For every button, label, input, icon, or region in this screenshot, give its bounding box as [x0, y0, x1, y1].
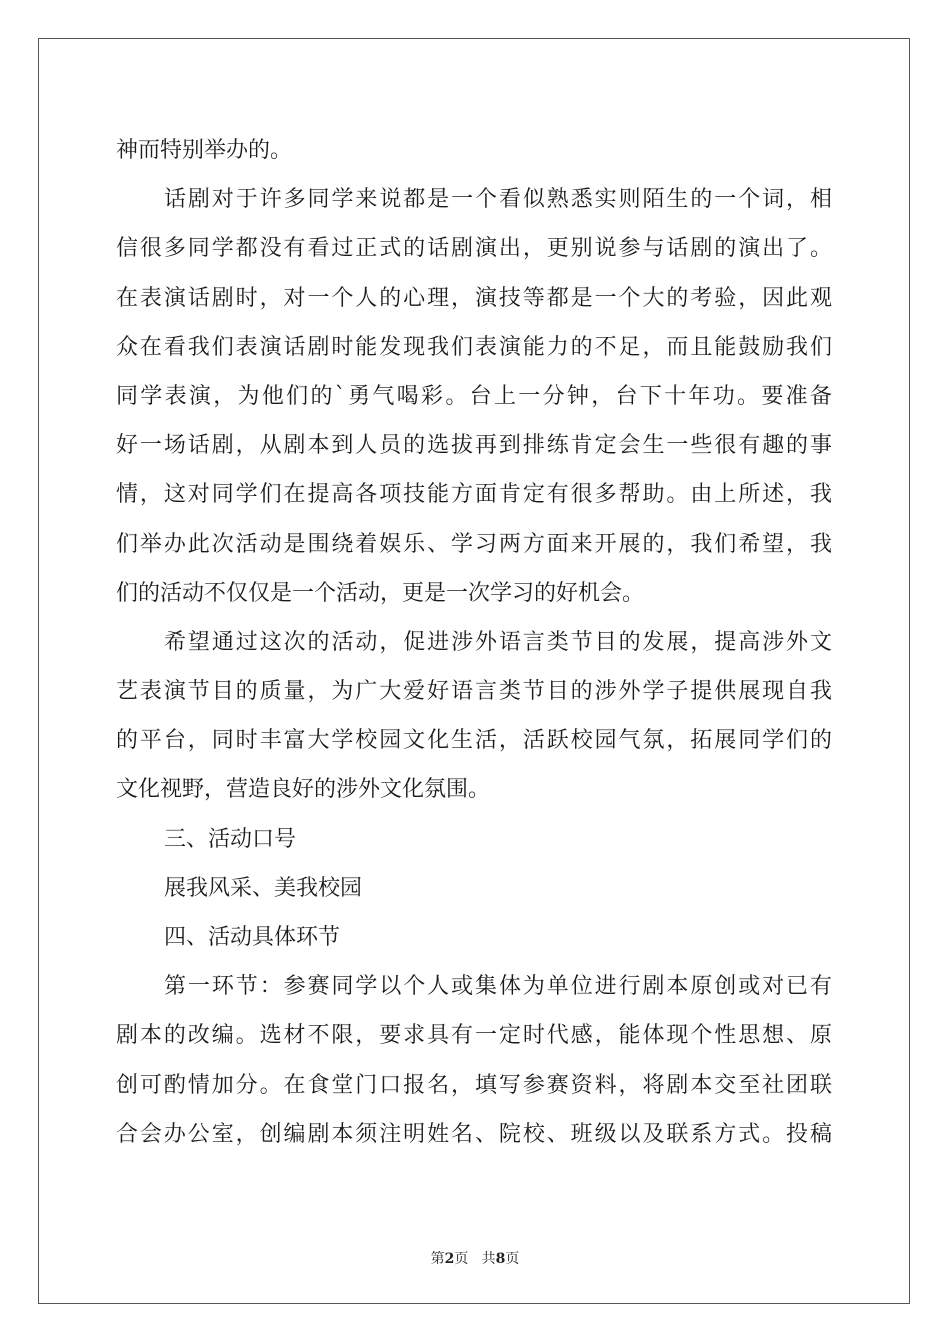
text-line: 们举办此次活动是围绕着娱乐、学习两方面来开展的，我们希望，我	[116, 531, 832, 557]
text-line: 信很多同学都没有看过正式的话剧演出，更别说参与话剧的演出了。	[116, 236, 832, 262]
page-label-suffix: 页	[454, 1251, 469, 1267]
text-line: 希望通过这次的活动，促进涉外语言类节目的发展，提高涉外文	[164, 629, 832, 655]
text-line: 三、活动口号	[164, 826, 297, 852]
paragraph	[116, 618, 832, 815]
text-line: 文化视野，营造良好的涉外文化氛围。	[116, 777, 491, 803]
text-line: 同学表演，为他们的`勇气喝彩。台上一分钟，台下十年功。要准备	[116, 383, 832, 409]
paragraph	[116, 962, 832, 1159]
text-line: 情，这对同学们在提高各项技能方面肯定有很多帮助。由上所述，我	[116, 482, 832, 508]
text-line: 在表演话剧时，对一个人的心理，演技等都是一个大的考验，因此观	[116, 285, 832, 311]
total-label-prefix: 共	[481, 1251, 496, 1267]
text-line: 话剧对于许多同学来说都是一个看似熟悉实则陌生的一个词，相	[164, 187, 832, 213]
text-line: 剧本的改编。选材不限，要求具有一定时代感，能体现个性思想、原	[116, 1023, 832, 1049]
paragraph	[116, 126, 832, 175]
text-line: 神而特别举办的。	[116, 138, 293, 163]
paragraph	[116, 815, 832, 864]
document-body	[116, 126, 832, 1159]
text-line: 的平台，同时丰富大学校园文化生活，活跃校园气氛，拓展同学们的	[116, 728, 832, 754]
text-line: 艺表演节目的质量，为广大爱好语言类节目的涉外学子提供展现自我	[116, 679, 832, 705]
page-label-prefix: 第	[430, 1251, 445, 1267]
total-label-suffix: 页	[505, 1251, 520, 1267]
text-line: 四、活动具体环节	[164, 925, 341, 950]
text-line: 创可酌情加分。在食堂门口报名，填写参赛资料，将剧本交至社团联	[116, 1072, 832, 1098]
paragraph	[116, 913, 832, 962]
paragraph	[116, 864, 832, 913]
paragraph	[116, 175, 832, 618]
text-line: 合会办公室，创编剧本须注明姓名、院校、班级以及联系方式。投稿	[116, 1121, 832, 1147]
text-line: 众在看我们表演话剧时能发现我们表演能力的不足，而且能鼓励我们	[116, 334, 832, 360]
text-line: 好一场话剧，从剧本到人员的选拔再到排练肯定会生一些很有趣的事	[116, 433, 832, 459]
current-page-number: 2	[444, 1251, 455, 1267]
total-page-number: 8	[495, 1251, 506, 1267]
text-line: 展我风采、美我校园	[164, 875, 363, 901]
page-footer	[0, 1248, 950, 1268]
text-line: 第一环节：参赛同学以个人或集体为单位进行剧本原创或对已有	[164, 974, 832, 1000]
text-line: 们的活动不仅仅是一个活动，更是一次学习的好机会。	[116, 580, 645, 606]
